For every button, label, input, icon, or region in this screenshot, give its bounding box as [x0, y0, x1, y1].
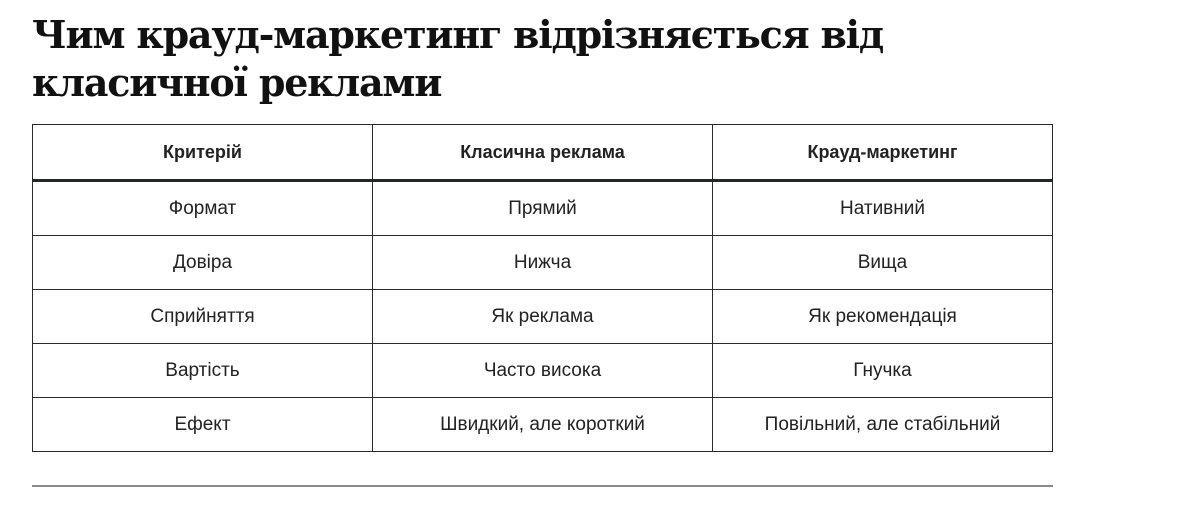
- table-cell: Прямий: [373, 181, 713, 236]
- section-divider: [32, 485, 1053, 487]
- table-cell: Нативний: [713, 181, 1053, 236]
- section-heading: Чим крауд-маркетинг відрізняється від класичної реклами: [32, 12, 884, 105]
- table-cell: Часто висока: [373, 344, 713, 398]
- comparison-table: [32, 124, 1053, 452]
- table-cell: Вартість: [33, 344, 373, 398]
- table-cell: Нижча: [373, 236, 713, 290]
- header-criterion: Критерій: [33, 125, 373, 181]
- article-section: [32, 0, 1053, 435]
- table-row: [33, 344, 1053, 398]
- header-crowd-marketing: Крауд-маркетинг: [713, 125, 1053, 181]
- table-cell: Сприйняття: [33, 290, 373, 344]
- table-row: [33, 290, 1053, 344]
- table-cell: Швидкий, але короткий: [373, 398, 713, 452]
- table-cell: Формат: [33, 181, 373, 236]
- table-cell: Як реклама: [373, 290, 713, 344]
- table-cell: Повільний, але стабільний: [713, 398, 1053, 452]
- table-row: [33, 236, 1053, 290]
- table-cell: Вища: [713, 236, 1053, 290]
- table-row: [33, 398, 1053, 452]
- table-cell: Довіра: [33, 236, 373, 290]
- table-row: [33, 181, 1053, 236]
- table-cell: Як рекомендація: [713, 290, 1053, 344]
- table-header-row: [33, 125, 1053, 181]
- header-classic-ads: Класична реклама: [373, 125, 713, 181]
- table-cell: Ефект: [33, 398, 373, 452]
- table-cell: Гнучка: [713, 344, 1053, 398]
